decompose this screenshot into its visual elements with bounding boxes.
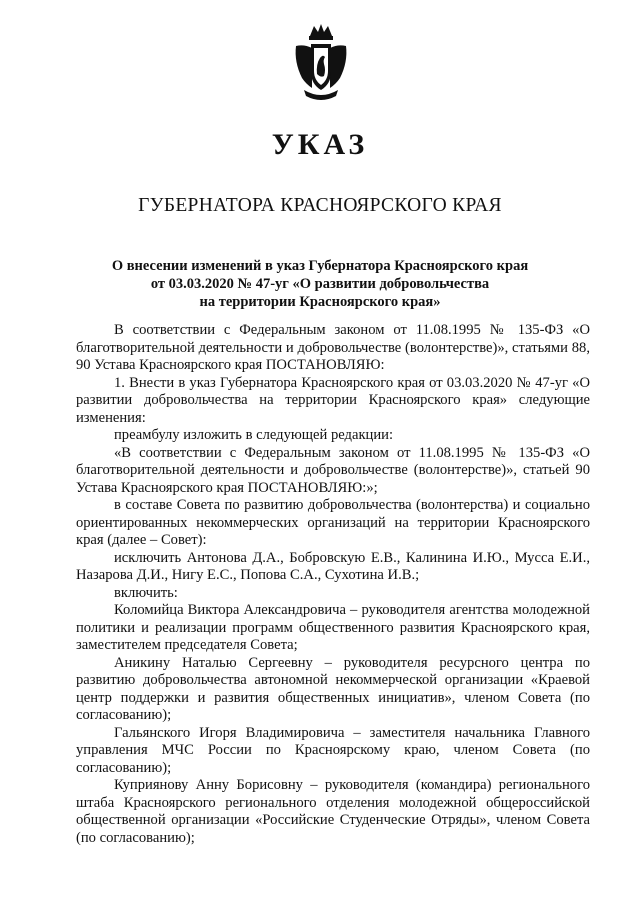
paragraph-member: Гальянского Игоря Владимировича – заместителя начальника Главного управления МЧС России по Красноярскому краю, членом Совета (по согласованию); [76, 724, 590, 776]
decree-title: УКАЗ [271, 128, 369, 161]
paragraph-member: Аникину Наталью Сергеевну – руководителя ресурсного центра по развитию добровольчества автономной некоммерческой организации «Краевой центр поддержки и развития общественных инициатив», членом Совета (по согласованию); [76, 654, 590, 723]
paragraph-exclude: исключить Антонова Д.А., Бобровскую Е.В., Калинина И.Ю., Мусса Е.И., Назарова Д.И., Нигу Е.С., Попова С.А., Сухотина И.В.; [76, 549, 590, 583]
paragraph-member: Коломийца Виктора Александровича – руководителя агентства молодежной политики и реализации программ общественного развития Красноярского края, заместителем председателя Совета; [76, 602, 590, 653]
heading-line: О внесении изменений в указ Губернатора Красноярского края [111, 258, 529, 274]
heading-line: на территории Красноярского края» [199, 294, 441, 310]
paragraph-item-1: 1. Внести в указ Губернатора Красноярского края от 03.03.2020 № 47-уг «О развитии добровольчества на территории Красноярского края» следующие изменения: [76, 374, 590, 426]
decree-issuer: ГУБЕРНАТОРА КРАСНОЯРСКОГО КРАЯ [138, 195, 502, 216]
decree-heading [60, 257, 580, 311]
heading-line: от 03.03.2020 № 47-уг «О развитии добровольчества [150, 276, 490, 292]
paragraph-preamble: В соответствии с Федеральным законом от 11.08.1995 № 135-ФЗ «О благотворительной деятельности и добровольчестве (волонтерстве)», статьями 88, 90 Устава Красноярского края ПОСТАНОВЛЯЮ: [76, 322, 590, 373]
paragraph-new-preamble: «В соответствии с Федеральным законом от 11.08.1995 № 135-ФЗ «О благотворительной деятельности и добровольчестве (волонтерстве)», статьей 90 Устава Красноярского края ПОСТАНОВЛЯЮ:»; [76, 444, 590, 496]
paragraph-include: включить: [114, 584, 178, 601]
paragraph-member: Куприянову Анну Борисовну – руководителя (командира) регионального штаба Красноярского регионального отделения молодежной общероссийской общественной организации «Российские Студенческие Отряды», членом Совета (по согласованию); [76, 777, 590, 846]
paragraph-council: в составе Совета по развитию добровольчества (волонтерства) и социально ориентированных некоммерческих организаций на территории Красноярского края (далее – Совет): [76, 497, 590, 548]
coat-of-arms-emblem [292, 22, 350, 102]
decree-body [76, 322, 590, 847]
paragraph-preamble-edit: преамбулу изложить в следующей редакции: [114, 427, 394, 443]
